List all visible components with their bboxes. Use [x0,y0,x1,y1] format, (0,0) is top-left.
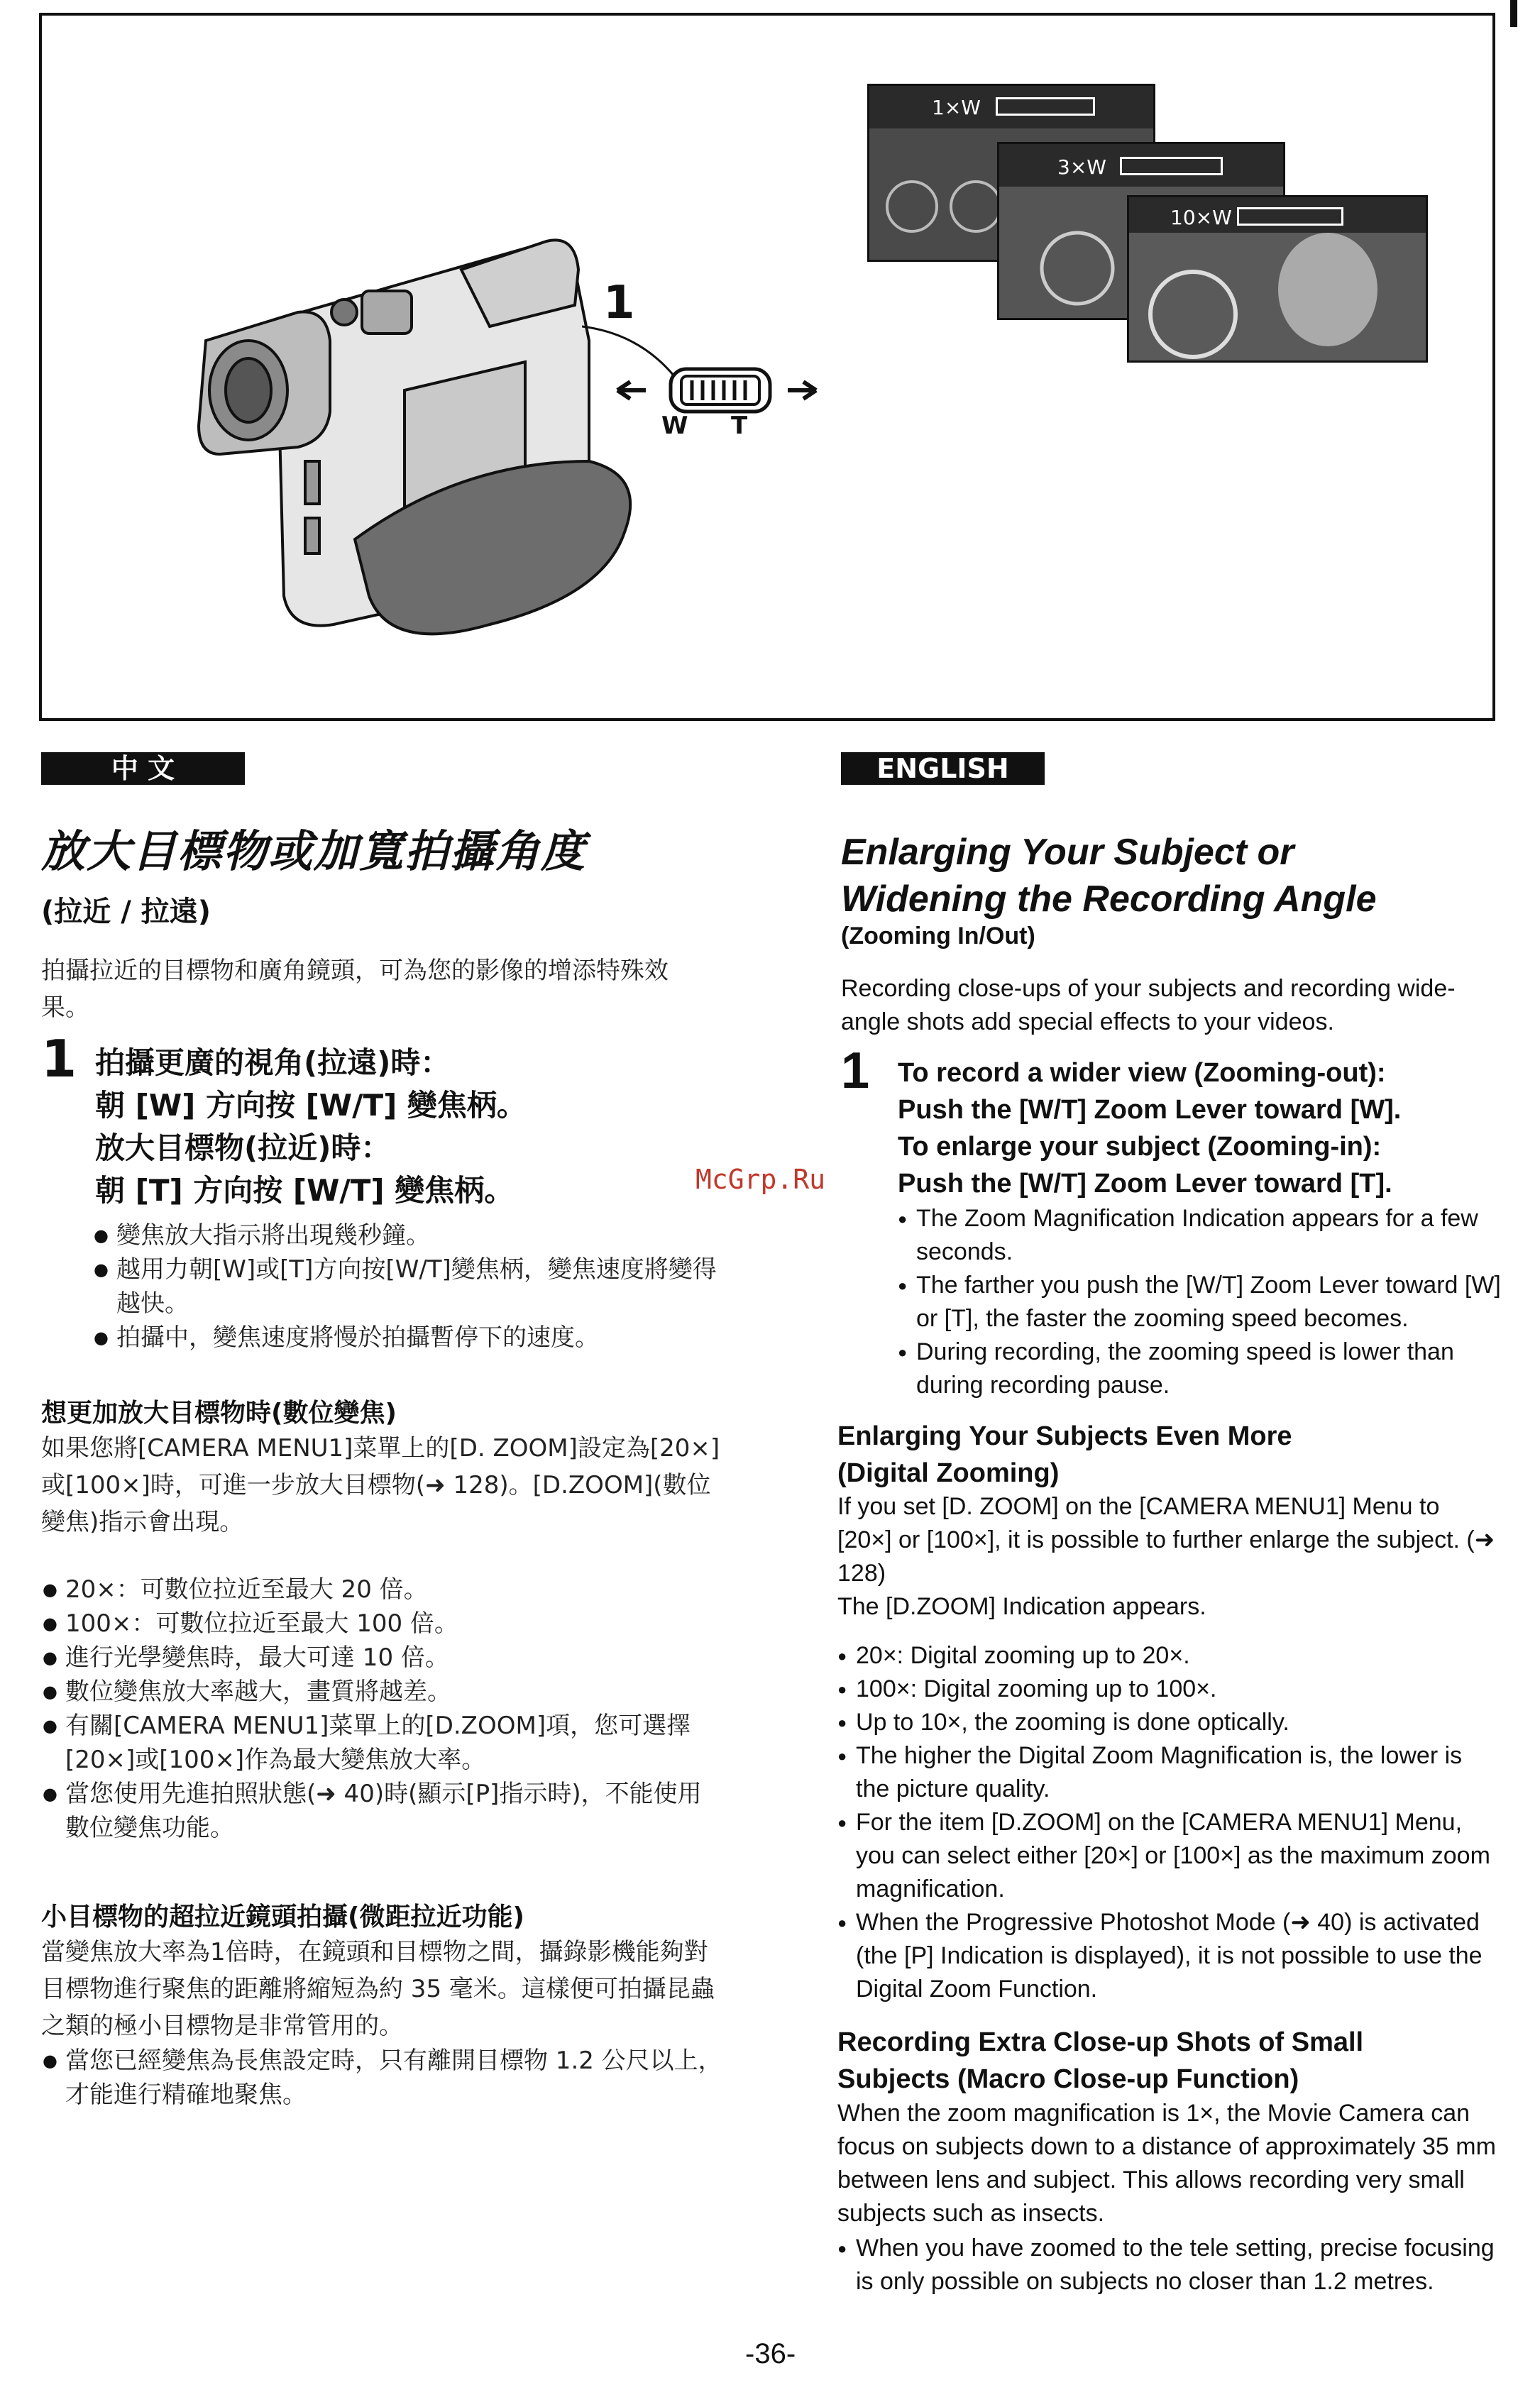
list-item: ● 進行光學變焦時，最大可達 10 倍。 [41,1641,722,1675]
heading-line: Subjects (Macro Close-up Function) [837,2064,1299,2094]
list-item: ● The higher the Digital Zoom Magnification is, the lower is the picture quality. [837,1739,1501,1806]
page-number: -36- [745,2338,796,2369]
macro-body-chinese: 當變焦放大率為1倍時，在鏡頭和目標物之間，攝錄影機能夠對目標物進行聚焦的距離將縮短為約 35 毫米。這樣便可拍攝昆蟲之類的極小目標物是非常管用的。 [41,1938,715,2040]
step-bullets-chinese [92,1218,724,1355]
list-item: ● 越用力朝[W]或[T]方向按[W/T]變焦柄，變焦速度將變得越快。 [92,1252,724,1321]
step-line: 拍攝更廣的視角(拉遠)時： [95,1045,451,1080]
step-number-english: 1 [841,1042,870,1099]
title-line: Widening the Recording Angle [841,879,1377,920]
zoom-bar [1237,207,1343,226]
step-1-english [898,1054,1508,1202]
zoom-label: 3×W [1057,155,1106,179]
heading-line: Enlarging Your Subjects Even More [837,1421,1292,1451]
list-item: ● For the item [D.ZOOM] on the [CAMERA MENU1] Menu, you can select either [20×] or [100×] as the maximum zoom magnification. [837,1806,1501,1906]
step-line: Push the [W/T] Zoom Lever toward [W]. [898,1095,1402,1125]
list-item: ● 拍攝中，變焦速度將慢於拍攝暫停下的速度。 [92,1321,724,1355]
step-line: 朝 [W] 方向按 [W/T] 變焦柄。 [95,1088,527,1123]
list-item: ● 有關[CAMERA MENU1]菜單上的[D.ZOOM]項，您可選擇[20×]或[100×]作為最大變焦放大率。 [41,1709,722,1777]
crop-mark [1510,0,1517,27]
list-item: ● The Zoom Magnification Indication appears for a few seconds. [898,1202,1501,1269]
step-line: 朝 [T] 方向按 [W/T] 變焦柄。 [95,1173,515,1208]
zoom-bar [1120,157,1223,175]
step-line: To enlarge your subject (Zooming-in): [898,1132,1382,1162]
intro-english: Recording close-ups of your subjects and recording wide-angle shots add special effects to your videos. [841,975,1456,1035]
list-item: ● When the Progressive Photoshot Mode (➜ 40) is activated (the [P] Indication is displayed), it is not possible to use the Digital Zoom Function. [837,1906,1501,2006]
macro-heading-english [837,2024,1363,2098]
list-item: ● 20×: Digital zooming up to 20×. [837,1639,1501,1673]
list-item: ● Up to 10×, the zooming is done optically. [837,1706,1501,1739]
list-item: ● 變焦放大指示將出現幾秒鐘。 [92,1218,724,1252]
macro-heading-chinese: 小目標物的超拉近鏡頭拍攝(微距拉近功能) [41,1902,524,1932]
list-item: ● When you have zoomed to the tele setting, precise focusing is only possible on subjects no closer than 1.2 metres. [837,2232,1501,2298]
step-number-chinese: 1 [41,1029,77,1089]
list-item: ● 20×：可數位拉近至最大 20 倍。 [41,1573,722,1607]
zoom-photo-10x [1127,195,1428,363]
watermark: McGrp.Ru [695,1164,826,1195]
body-text: If you set [D. ZOOM] on the [CAMERA MENU1] Menu to [20×] or [100×], it is possible to further enlarge the subject. (➜ 128) [837,1493,1495,1587]
step-bullets-english [898,1202,1501,1402]
zoom-label: 1×W [932,96,981,119]
digital-zoom-body-chinese: 如果您將[CAMERA MENU1]菜單上的[D. ZOOM]設定為[20×]或[100×]時，可進一步放大目標物(➜ 128)。[D.ZOOM](數位變焦)指示會出現。 [41,1434,720,1536]
section-label-chinese: 中 文 [41,752,245,785]
list-item: ● During recording, the zooming speed is lower than during recording pause. [898,1336,1501,1402]
lever-w-label: W [661,412,688,440]
list-item: ● 數位變焦放大率越大，畫質將越差。 [41,1675,722,1709]
title-line: Enlarging Your Subject or [841,832,1294,873]
section-label-english: ENGLISH [841,752,1045,785]
macro-body-english: When the zoom magnification is 1×, the Movie Camera can focus on subjects down to a distance of approximately 35 mm between lens and subject. This allows recording very small subjects such as insects. [837,2100,1496,2227]
macro-bullets-chinese [41,2044,722,2112]
list-item: ● 100×: Digital zooming up to 100×. [837,1673,1501,1706]
digital-zoom-body-english [837,1490,1497,1624]
list-item: ● 當您使用先進拍照狀態(➜ 40)時(顯示[P]指示時)，不能使用數位變焦功能。 [41,1777,722,1845]
intro-chinese: 拍攝拉近的目標物和廣角鏡頭，可為您的影像的增添特殊效果。 [41,957,669,1022]
list-item: ● The farther you push the [W/T] Zoom Lever toward [W] or [T], the faster the zooming speed becomes. [898,1269,1501,1336]
zoom-label: 10×W [1170,206,1232,229]
page-title-chinese: 放大目標物或加寬拍攝角度 [41,825,587,877]
zoom-lever-diagram [610,362,823,426]
step-line: Push the [W/T] Zoom Lever toward [T]. [898,1169,1392,1199]
digital-zoom-heading-chinese: 想更加放大目標物時(數位變焦) [41,1399,397,1428]
subtitle-chinese: (拉近 / 拉遠) [41,896,211,928]
list-item: ● 100×：可數位拉近至最大 100 倍。 [41,1607,722,1641]
digital-zoom-heading-english [837,1418,1292,1492]
macro-bullets-english [837,2232,1501,2298]
lever-t-label: T [731,412,748,440]
zoom-bar [996,97,1095,116]
digital-zoom-bullets-english [837,1639,1501,2006]
heading-line: Recording Extra Close-up Shots of Small [837,2027,1364,2057]
list-item: ● 當您已經變焦為長焦設定時，只有離開目標物 1.2 公尺以上，才能進行精確地聚焦。 [41,2044,722,2112]
subtitle-english: (Zooming In/Out) [841,923,1035,949]
digital-zoom-bullets-chinese [41,1573,722,1845]
callout-number: 1 [603,277,635,329]
step-line: To record a wider view (Zooming-out): [898,1058,1386,1088]
step-1-chinese [95,1042,705,1212]
step-line: 放大目標物(拉近)時： [95,1130,391,1165]
heading-line: (Digital Zooming) [837,1458,1060,1488]
page-title-english [841,829,1376,923]
body-text: The [D.ZOOM] Indication appears. [837,1593,1206,1620]
